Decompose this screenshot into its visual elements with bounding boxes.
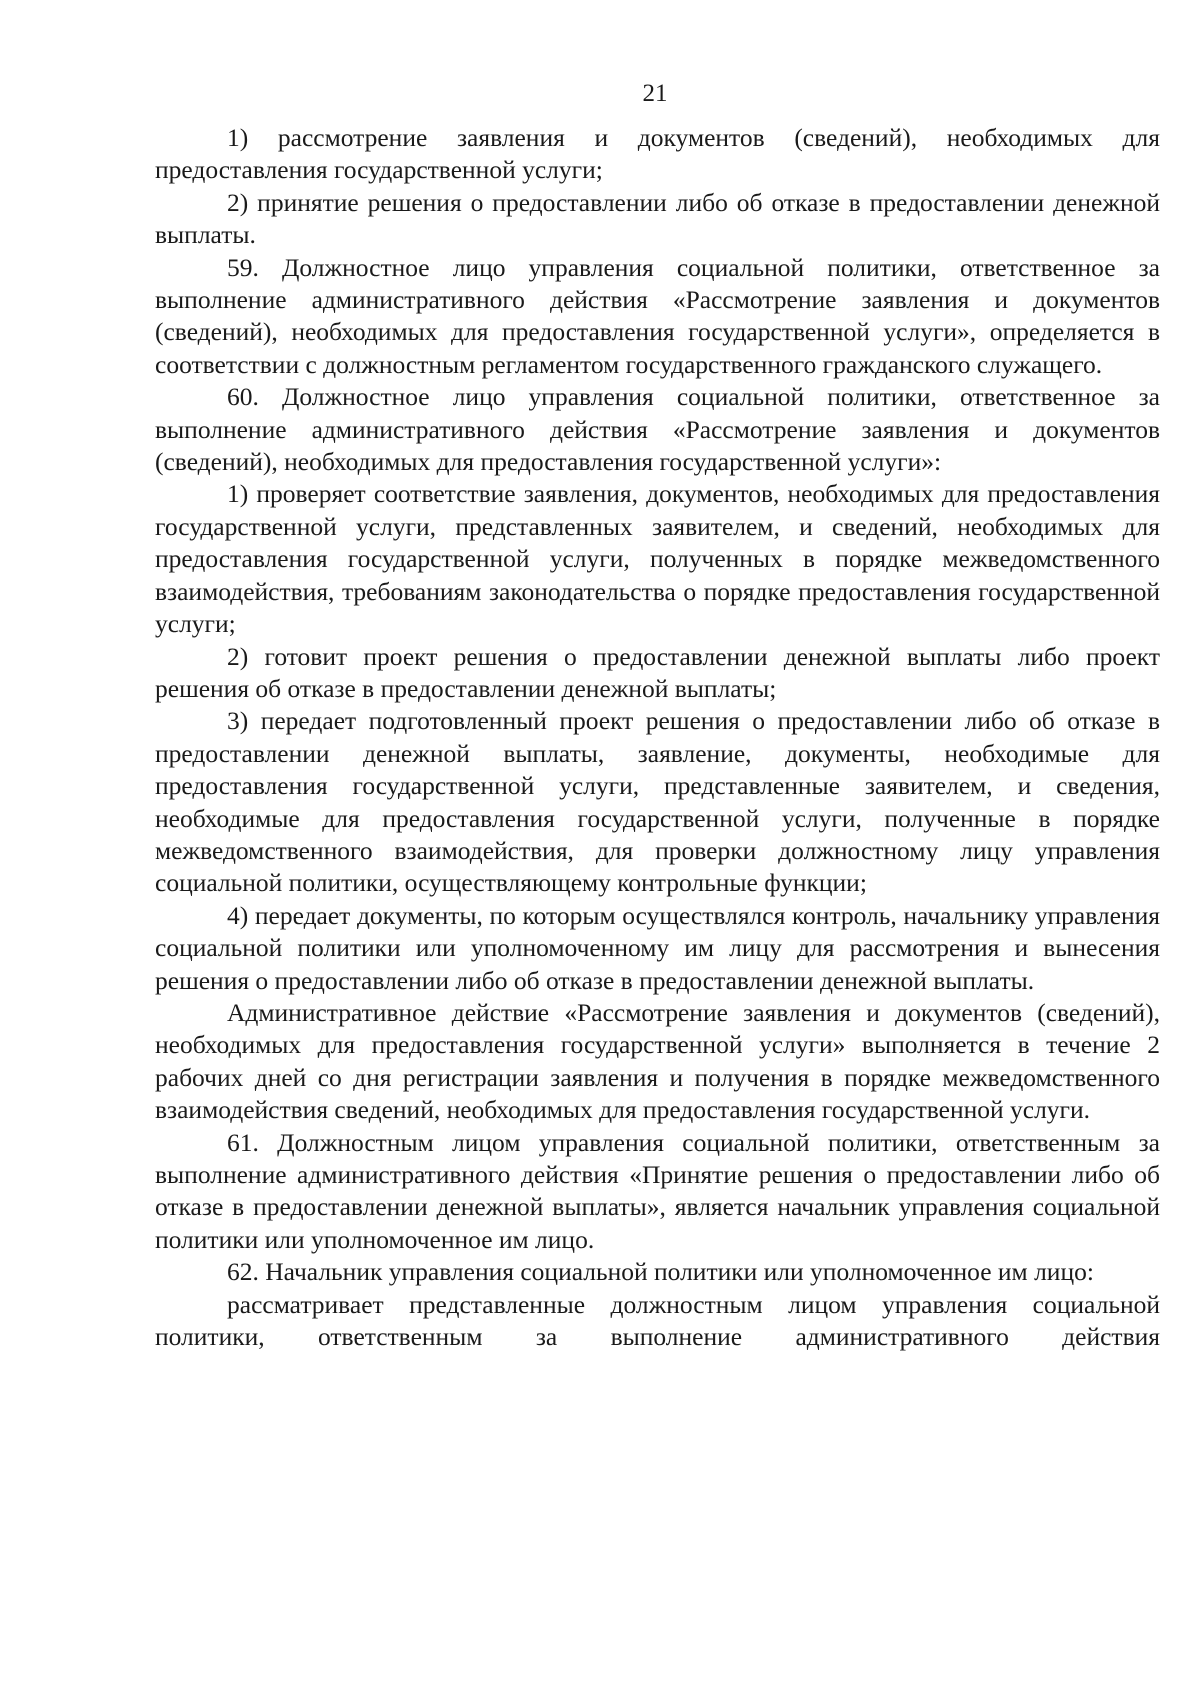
document-body [155, 122, 1160, 1353]
paragraph-60-item-2: 2) готовит проект решения о предоставлении денежной выплаты либо проект решения об отказе в предоставлении денежной выплаты; [155, 641, 1160, 703]
paragraph-60-item-1: 1) проверяет соответствие заявления, документов, необходимых для предоставления государственной услуги, представленных заявителем, и сведений, необходимых для предоставления государственной услуги, полученных в порядке межведомственного взаимодействия, требованиям законодательства о порядке предоставления государственной услуги; [155, 479, 1160, 639]
paragraph-59: 59. Должностное лицо управления социальной политики, ответственное за выполнение административного действия «Рассмотрение заявления и документов (сведений), необходимых для предоставления государственной услуги», определяется в соответствии с должностным регламентом государственного гражданского служащего. [155, 252, 1160, 379]
paragraph-item-1: 1) рассмотрение заявления и документов (сведений), необходимых для предоставления государственной услуги; [155, 123, 1160, 185]
paragraph-item-2: 2) принятие решения о предоставлении либо об отказе в предоставлении денежной выплаты. [155, 187, 1160, 250]
paragraph-62: 62. Начальник управления социальной политики или уполномоченное им лицо: [227, 1257, 1094, 1287]
page-number: 21 [642, 80, 668, 107]
paragraph-62-continued: рассматривает представленные должностным лицом управления социальной политики, ответственным за выполнение административного действия [155, 1289, 1160, 1352]
paragraph-admin-action-term: Административное действие «Рассмотрение заявления и документов (сведений), необходимых для предоставления государственной услуги» выполняется в течение 2 рабочих дней со дня регистрации заявления и получения в порядке межведомственного взаимодействия сведений, необходимых для предоставления государственной услуги. [155, 997, 1160, 1125]
paragraph-60-item-3: 3) передает подготовленный проект решения о предоставлении либо об отказе в предоставлении денежной выплаты, заявление, документы, необходимые для предоставления государственной услуги, представленные заявителем, и сведения, необходимые для предоставления государственной услуги, полученные в порядке межведомственного взаимодействия, для проверки должностному лицу управления социальной политики, осуществляющему контрольные функции; [155, 706, 1160, 898]
paragraph-60-item-4: 4) передает документы, по которым осуществлялся контроль, начальнику управления социальной политики или уполномоченному им лицу для рассмотрения и вынесения решения о предоставлении либо об отказе в предоставлении денежной выплаты. [155, 900, 1160, 995]
paragraph-61: 61. Должностным лицом управления социальной политики, ответственным за выполнение административного действия «Принятие решения о предоставлении либо об отказе в предоставлении денежной выплаты», является начальник управления социальной политики или уполномоченное им лицо. [155, 1127, 1160, 1254]
paragraph-60: 60. Должностное лицо управления социальной политики, ответственное за выполнение административного действия «Рассмотрение заявления и документов (сведений), необходимых для предоставления государственной услуги»: [155, 382, 1160, 477]
